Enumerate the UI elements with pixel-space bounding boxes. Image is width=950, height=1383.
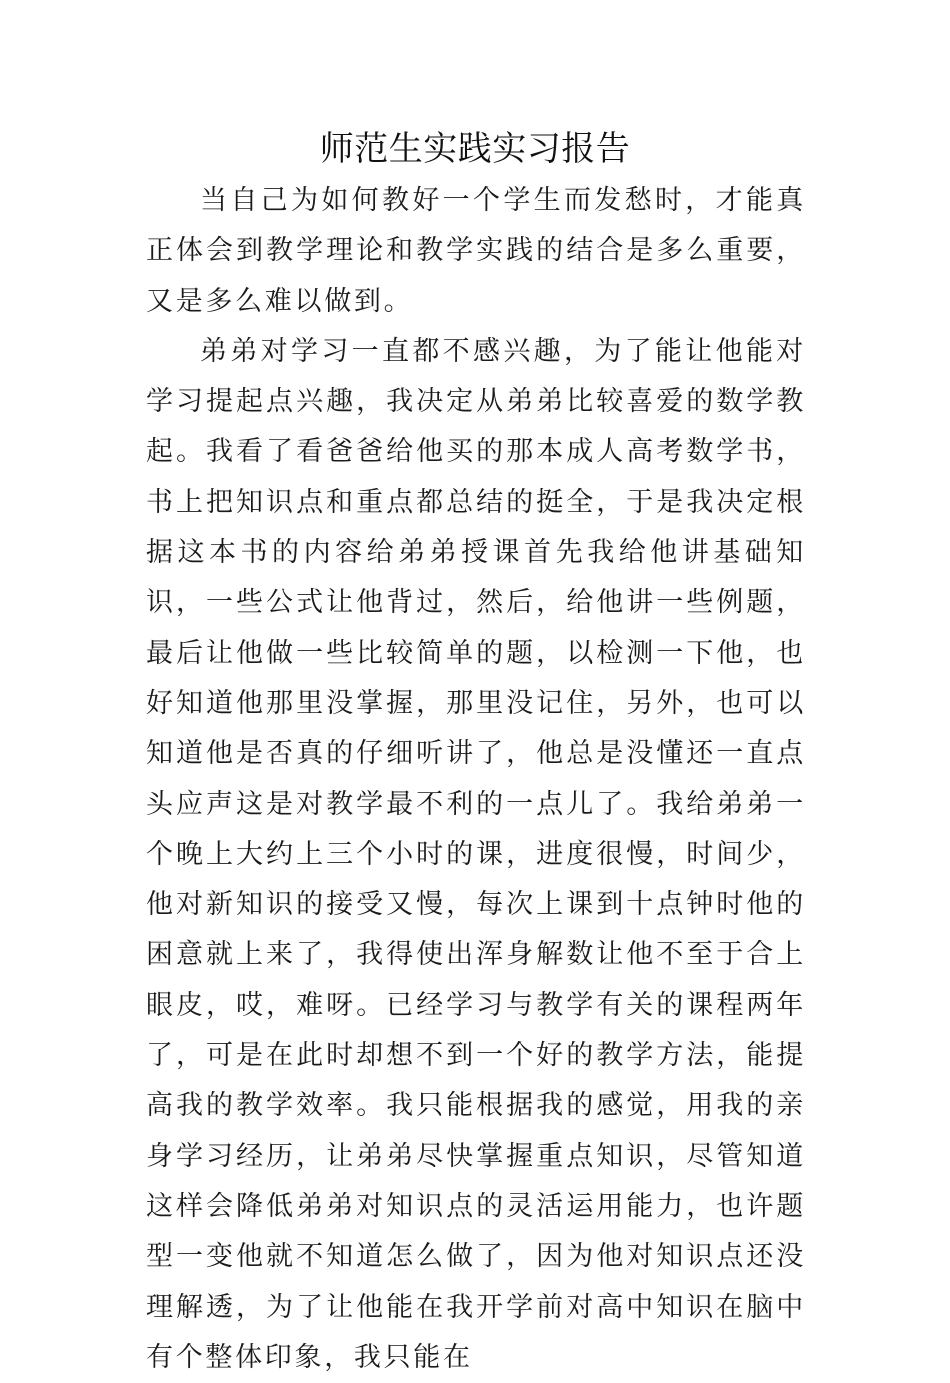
paragraph-2: 弟弟对学习一直都不感兴趣，为了能让他能对学习提起点兴趣，我决定从弟弟比较喜爱的数学教起。我看了看爸爸给他买的那本成人高考数学书，书上把知识点和重点都总结的挺全，于是我决定根据这本书的内容给弟弟授课首先我给他讲基础知识，一些公式让他背过，然后，给他讲一些例题，最后让他做一些比较简单的题，以检测一下他，也好知道他那里没掌握，那里没记住，另外，也可以知道他是否真的仔细听讲了，他总是没懂还一直点头应声这是对教学最不利的一点儿了。我给弟弟一个晚上大约上三个小时的课，进度很慢，时间少，他对新知识的接受又慢，每次上课到十点钟时他的困意就上来了，我得使出浑身解数让他不至于合上眼皮，哎，难呀。已经学习与教学有关的课程两年了，可是在此时却想不到一个好的教学方法，能提高我的教学效率。我只能根据我的感觉，用我的亲身学习经历，让弟弟尽快掌握重点知识，尽管知道这样会降低弟弟对知识点的灵活运用能力，也许题型一变他就不知道怎么做了，因为他对知识点还没理解透，为了让他能在我开学前对高中知识在脑中有个整体印象，我只能在 (146, 335, 806, 1373)
document-body (146, 176, 806, 1383)
document-title: 师范生实践实习报告 (319, 129, 631, 169)
paragraph-1: 当自己为如何教好一个学生而发愁时，才能真正体会到教学理论和教学实践的结合是多么重要，又是多么难以做到。 (146, 185, 806, 317)
